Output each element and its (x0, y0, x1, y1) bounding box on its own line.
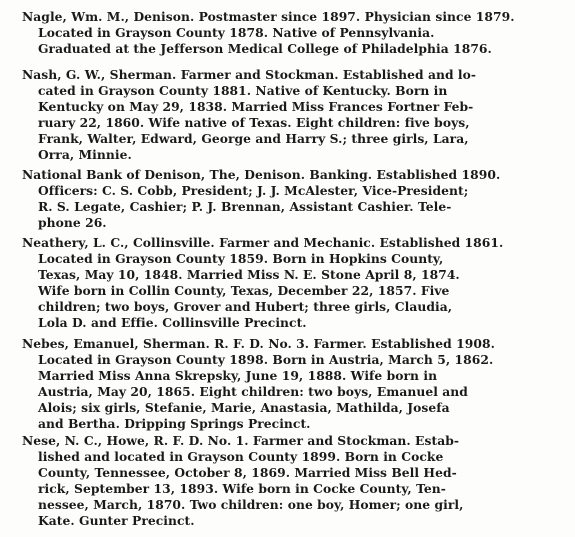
entry-line: Frank, Walter, Edward, George and Harry S.; three girls, Lara, (38, 131, 469, 146)
entry-line: Austria, May 20, 1865. Eight children: two boys, Emanuel and (38, 384, 468, 399)
entry-line: Neathery, L. C., Collinsville. Farmer and Mechanic. Established 1861. (22, 235, 504, 250)
entry-line: Orra, Minnie. (38, 147, 132, 162)
entry-line: nessee, March, 1870. Two children: one boy, Homer; one girl, (38, 497, 464, 512)
entry-line: Kate. Gunter Precinct. (38, 513, 195, 528)
entry-line: Located in Grayson County 1878. Native of Pennsylvania. (38, 25, 435, 40)
entry-line: Located in Grayson County 1859. Born in Hopkins County, (38, 251, 444, 266)
entry-line: Alois; six girls, Stefanie, Marie, Anastasia, Mathilda, Josefa (38, 400, 450, 415)
entry-line: rick, September 13, 1893. Wife born in Cocke County, Ten- (38, 481, 446, 496)
entry-line: Nash, G. W., Sherman. Farmer and Stockman. Established and lo- (22, 67, 477, 82)
entry-line: R. S. Legate, Cashier; P. J. Brennan, Assistant Cashier. Tele- (38, 199, 452, 214)
entry-line: Texas, May 10, 1848. Married Miss N. E. Stone April 8, 1874. (38, 267, 460, 282)
entry-line: Nagle, Wm. M., Denison. Postmaster since 1897. Physician since 1879. (22, 9, 515, 24)
entry-line: County, Tennessee, October 8, 1869. Married Miss Bell Hed- (38, 465, 457, 480)
entry-line: children; two boys, Grover and Hubert; three girls, Claudia, (38, 299, 453, 314)
entry-line: and Bertha. Dripping Springs Precinct. (38, 416, 311, 431)
entry-line: Located in Grayson County 1898. Born in Austria, March 5, 1862. (38, 352, 494, 367)
entry-line: National Bank of Denison, The, Denison. Banking. Established 1890. (22, 167, 501, 182)
entry-line: Officers: C. S. Cobb, President; J. J. McAlester, Vice-President; (38, 183, 469, 198)
entry-line: Graduated at the Jefferson Medical College of Philadelphia 1876. (38, 41, 492, 56)
entry-line: lished and located in Grayson County 1899. Born in Cocke (38, 449, 444, 464)
entry-line: Wife born in Collin County, Texas, December 22, 1857. Five (38, 283, 450, 298)
entry-line: Nese, N. C., Howe, R. F. D. No. 1. Farmer and Stockman. Estab- (22, 433, 460, 448)
entry-line: ruary 22, 1860. Wife native of Texas. Eight children: five boys, (38, 115, 470, 130)
entry-line: cated in Grayson County 1881. Native of Kentucky. Born in (38, 83, 448, 98)
entry-line: Nebes, Emanuel, Sherman. R. F. D. No. 3. Farmer. Established 1908. (22, 336, 495, 351)
entry-line: Married Miss Anna Skrepsky, June 19, 1888. Wife born in (38, 368, 438, 383)
entry-line: Kentucky on May 29, 1838. Married Miss Frances Fortner Feb- (38, 99, 474, 114)
entry-line: Lola D. and Effie. Collinsville Precinct. (38, 315, 307, 330)
entry-line: phone 26. (38, 215, 107, 230)
